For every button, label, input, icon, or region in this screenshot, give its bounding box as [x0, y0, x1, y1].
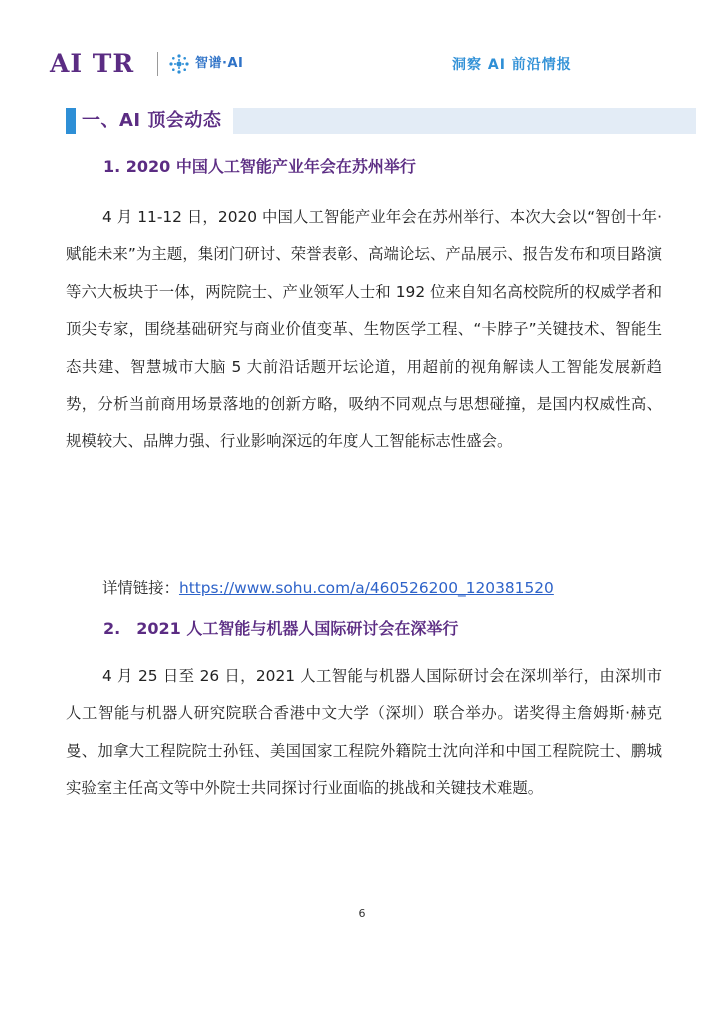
- item-1-heading: 1. 2020 中国人工智能产业年会在苏州举行: [103, 157, 416, 176]
- zhipu-brand-text: 智谱·AI: [195, 56, 244, 71]
- logo-divider: [157, 52, 158, 76]
- header-tagline: 洞察 AI 前沿情报: [452, 57, 572, 73]
- item-2-body: 4 月 25 日至 26 日，2021 人工智能与机器人国际研讨会在深圳举行，由深圳市人工智能与机器人研究院联合香港中文大学（深圳）联合举办。诺奖得主詹姆斯·赫克曼、加拿大工程院院士孙钰、美国国家工程院外籍院士沈向洋和中国工程院院士、鹏城实验室主任高文等中外院士共同探讨行业面临的挑战和关键技术难题。: [66, 667, 662, 798]
- item-2-heading: 2. 2021 人工智能与机器人国际研讨会在深举行: [103, 619, 459, 638]
- section-title: 一、AI 顶会动态: [82, 110, 222, 131]
- detail-link[interactable]: https://www.sohu.com/a/460526200_120381520: [178, 579, 554, 597]
- page-number: 6: [358, 907, 366, 920]
- item-1-link-line: [102, 573, 554, 603]
- section-marker: [66, 108, 76, 134]
- link-label: 详情链接：: [102, 579, 179, 597]
- zhipu-logo-icon: [168, 53, 190, 75]
- section-title-wrap: [76, 104, 233, 138]
- item-1-body: 4 月 11-12 日，2020 中国人工智能产业年会在苏州举行、本次大会以“智创十年·赋能未来”为主题，集闭门研讨、荣誉表彰、高端论坛、产品展示、报告发布和项目路演等六大板块于一体，两院院士、产业领军人士和 192 位来自知名高校院所的权威学者和顶尖专家，围绕基础研究与商业价值变革、生物医学工程、“卡脖子”关键技术、智能生态共建、智慧城市大脑 5 大前沿话题开坛论道，用超前的视角解读人工智能发展新趋势，分析当前商用场景落地的创新方略，吸纳不同观点与思想碰撞，是国内权威性高、规模较大、品牌力强、行业影响深远的年度人工智能标志性盛会。: [66, 208, 662, 451]
- aitr-logo: AI TR: [50, 49, 135, 78]
- page-header: [0, 0, 724, 90]
